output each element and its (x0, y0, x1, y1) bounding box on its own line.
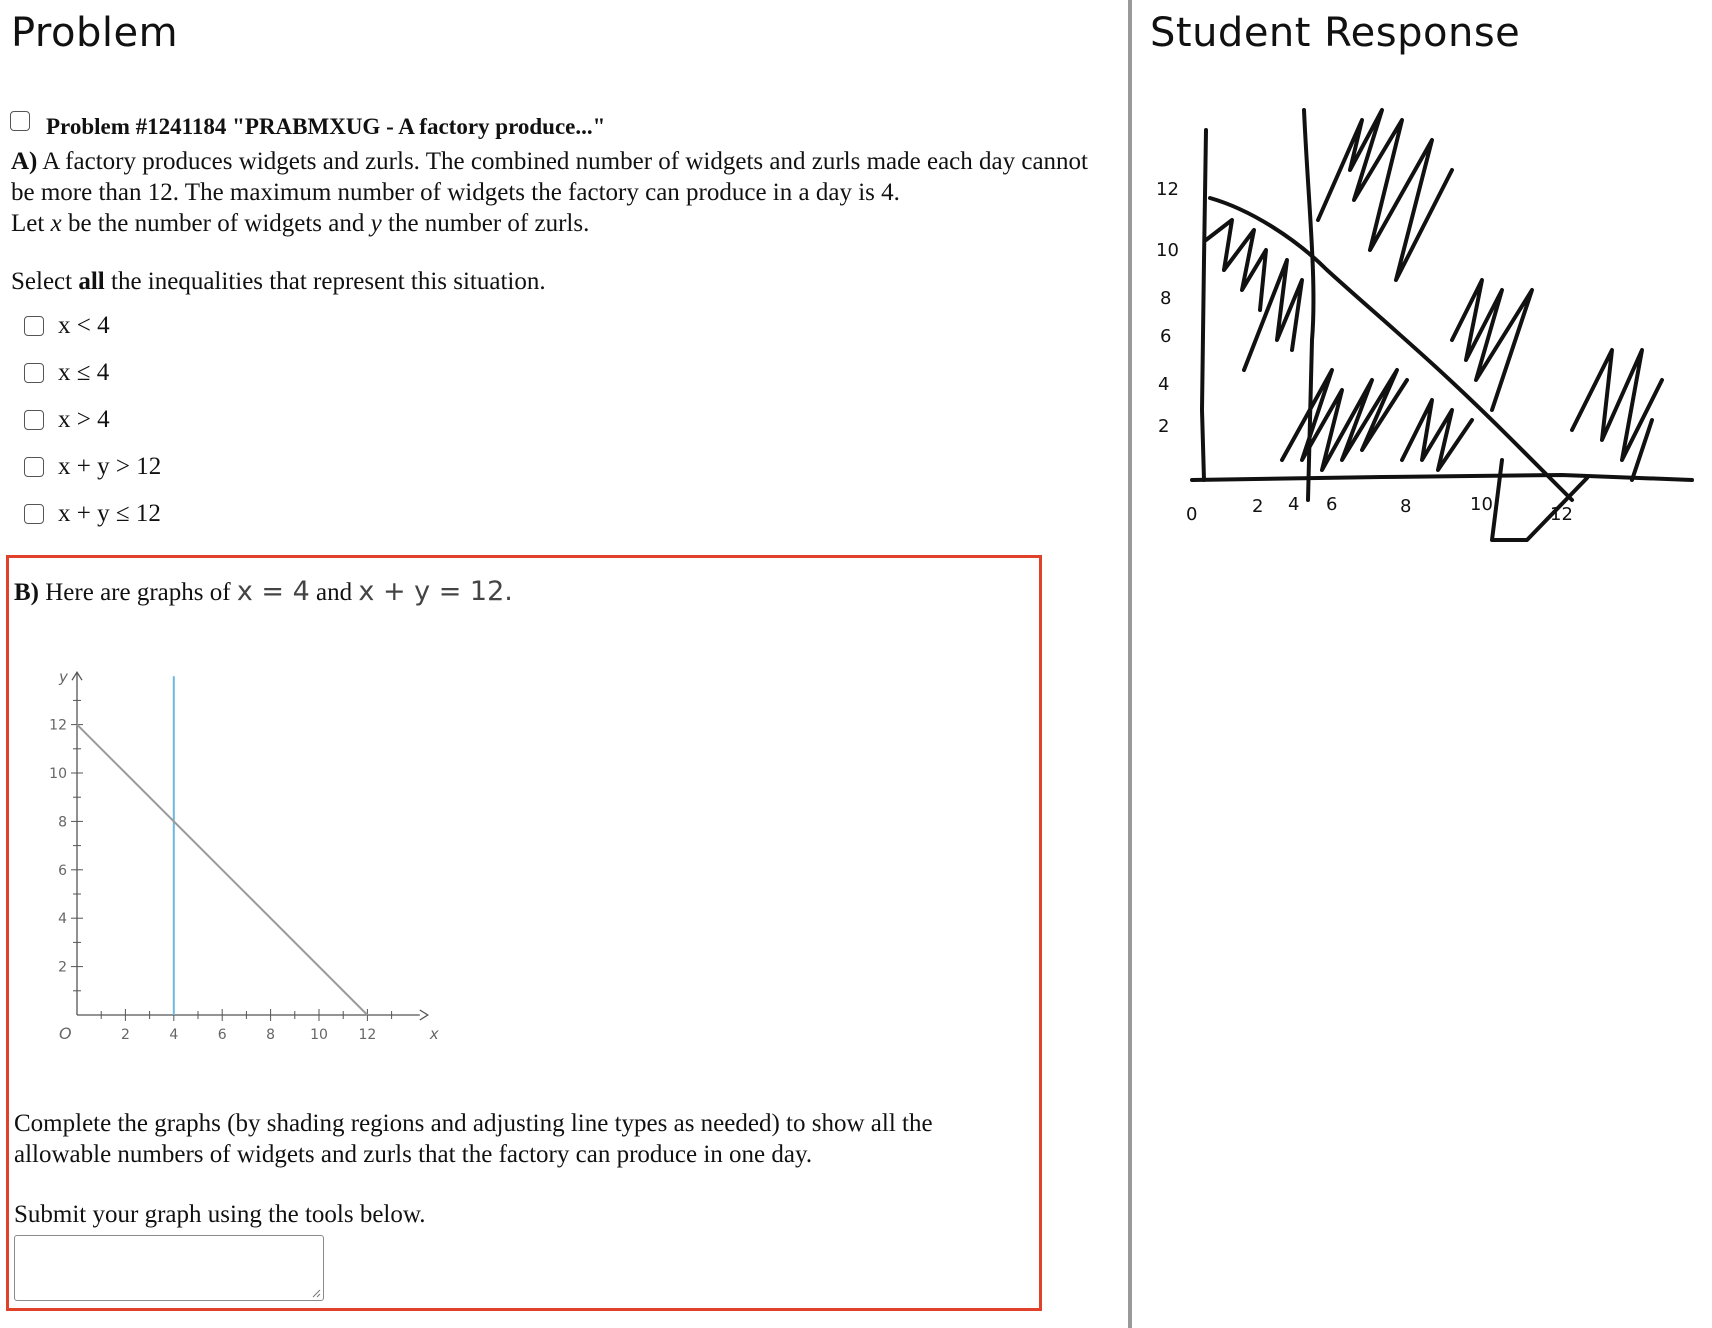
graph-answer-textarea[interactable] (14, 1235, 324, 1301)
sketch-x-label: 6 (1326, 494, 1338, 515)
sketch-y-label: 8 (1160, 288, 1172, 309)
student-response-heading: Student Response (1150, 10, 1521, 56)
option-checkbox[interactable] (24, 410, 44, 430)
sketch-y-label: 12 (1156, 179, 1179, 200)
sketch-y-label: 6 (1160, 326, 1172, 347)
resize-grip-icon[interactable] (311, 1288, 321, 1298)
problem-heading: Problem (11, 10, 179, 56)
option-checkbox[interactable] (24, 363, 44, 383)
option-sum-le-12[interactable]: x + y ≤ 12 (24, 499, 161, 529)
student-response-panel (1132, 0, 1712, 1328)
y-tick-label: 8 (58, 814, 67, 831)
part-b-text: B) Here are graphs of x = 4 and x + y = 12. (14, 576, 513, 607)
x-tick-label: 6 (217, 1027, 227, 1043)
x-axis-label: x (429, 1025, 439, 1043)
y-tick-label: 10 (49, 766, 67, 782)
sketch-x-label: 8 (1400, 496, 1412, 517)
x-tick-label: 10 (310, 1027, 328, 1043)
equation-x-4: x = 4 (236, 576, 310, 607)
series-line-diagonal (77, 725, 367, 1015)
option-checkbox[interactable] (24, 316, 44, 336)
origin-label: O (59, 1024, 72, 1043)
y-tick-label: 4 (58, 911, 67, 928)
sketch-y-label: 10 (1156, 240, 1179, 261)
sketch-x-label: 0 (1186, 504, 1198, 525)
sketch-x-label: 4 (1288, 494, 1300, 515)
equation-sum-12: x + y = 12. (358, 576, 513, 607)
part-a-line-1: A factory produces widgets and zurls. The combined number of widgets and zurls made each day cannot (37, 148, 1089, 175)
x-tick-label: 8 (266, 1027, 276, 1043)
sketch-x-label: 2 (1252, 496, 1264, 517)
x-tick-label: 4 (169, 1027, 179, 1043)
submit-instruction: Submit your graph using the tools below. (14, 1201, 426, 1228)
part-a-label: A) (11, 148, 38, 175)
option-x-lt-4[interactable]: x < 4 (24, 311, 110, 341)
sketch-y-axis (1202, 130, 1206, 480)
option-x-le-4[interactable]: x ≤ 4 (24, 358, 109, 388)
x-axis-arrow-icon (420, 1010, 428, 1020)
option-sum-gt-12[interactable]: x + y > 12 (24, 452, 161, 482)
part-b-box (6, 555, 1042, 1311)
problem-title: Problem #1241184 "PRABMXUG - A factory produce..." (46, 114, 606, 139)
inequality-graph (29, 630, 449, 1050)
sketch-diagonal-line (1210, 198, 1572, 500)
option-x-gt-4[interactable]: x > 4 (24, 405, 110, 435)
sketch-x-label: 12 (1550, 504, 1573, 525)
y-tick-label: 6 (58, 862, 67, 879)
sketch-y-label: 4 (1158, 374, 1170, 395)
part-a-line-2: be more than 12. The maximum number of widgets the factory can produce in a day is 4. (11, 179, 900, 206)
part-a-line-3: Let x be the number of widgets and y the number of zurls. (11, 210, 590, 237)
y-tick-label: 12 (49, 717, 67, 734)
x-tick-label: 2 (120, 1027, 130, 1043)
select-instruction: Select all the inequalities that represent this situation. (11, 268, 546, 295)
option-checkbox[interactable] (24, 457, 44, 477)
handwritten-graph-image (1132, 80, 1712, 550)
problem-select-checkbox[interactable] (10, 111, 30, 131)
sketch-x-axis (1192, 475, 1692, 480)
sketch-x-label: 10 (1470, 494, 1493, 515)
y-axis-label: y (59, 668, 68, 687)
sketch-y-label: 2 (1158, 416, 1170, 437)
option-checkbox[interactable] (24, 504, 44, 524)
complete-instruction: Complete the graphs (by shading regions and adjusting line types as needed) to show all the allowable numbers of widgets and zurls that the factory can produce in one day. (14, 1110, 933, 1168)
y-tick-label: 2 (58, 959, 67, 976)
x-tick-label: 12 (358, 1027, 377, 1043)
part-a-text (11, 146, 1111, 239)
